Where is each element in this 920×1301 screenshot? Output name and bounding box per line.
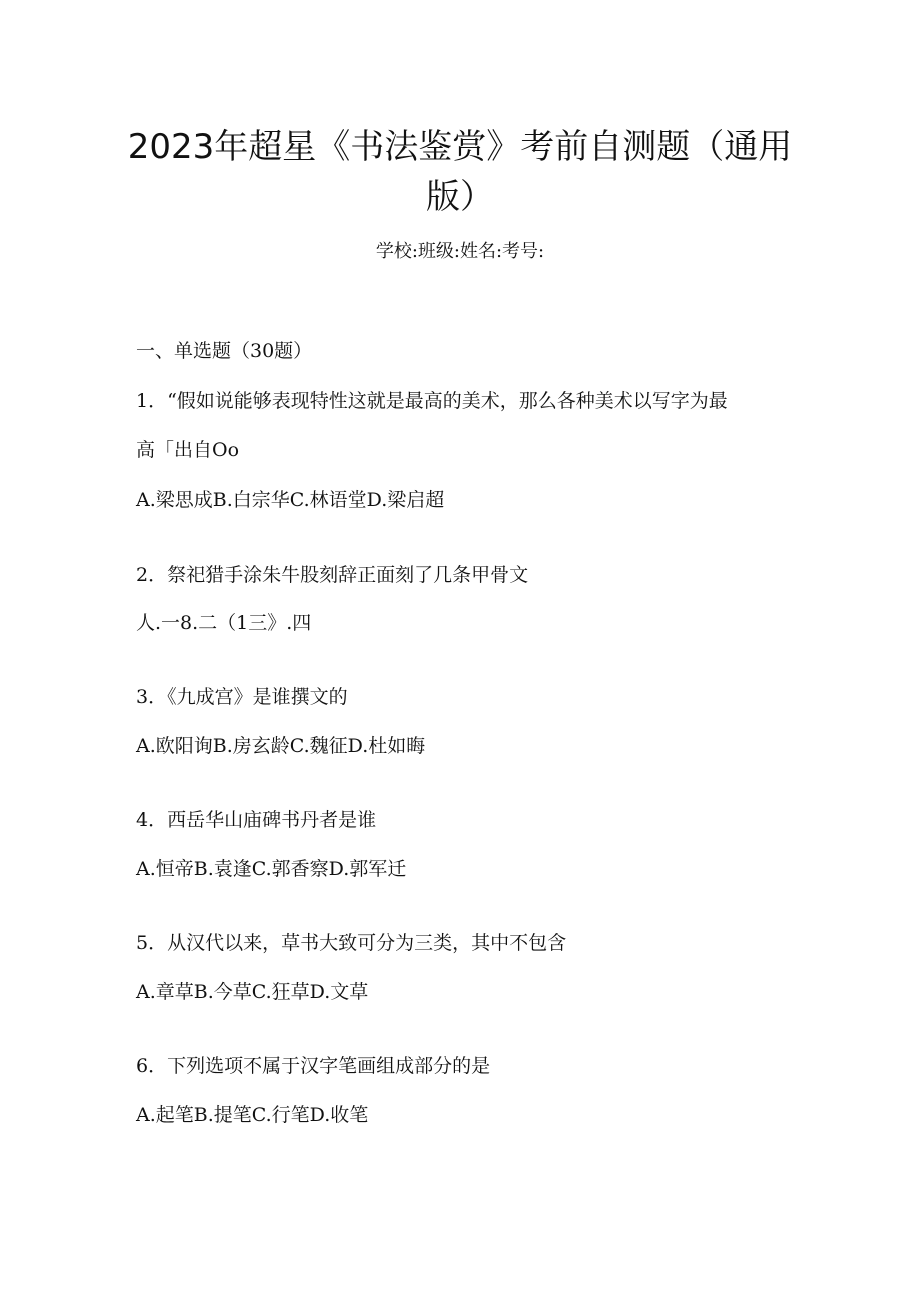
question-3-options: A.欧阳询B.房玄龄C.魏征D.杜如晦: [136, 735, 426, 757]
question-4-options: A.恒帝B.袁逢C.郭香察D.郭军迁: [136, 858, 407, 880]
student-info-line: 学校:班级:姓名:考号:: [375, 241, 545, 262]
document-title: [120, 122, 800, 222]
question-5-options: A.章草B.今草C.狂草D.文草: [136, 981, 369, 1003]
question-4-stem: 4．西岳华山庙碑书丹者是谁: [136, 809, 377, 831]
question-1-options: A.梁思成B.白宗华C.林语堂D.梁启超: [136, 489, 445, 511]
question-1-stem-line-2: 高「出自Oo: [136, 439, 240, 461]
question-2-options: 人.一8.二（1三》.四: [136, 612, 312, 634]
title-line-2: 版）: [426, 177, 494, 217]
question-1-stem-line-1: 1．“假如说能够表现特性这就是最高的美术，那么各种美术以写字为最: [136, 390, 728, 412]
question-3-stem: 3．《九成宫》是谁撰文的: [136, 686, 348, 708]
question-6-options: A.起笔B.提笔C.行笔D.收笔: [136, 1104, 369, 1126]
question-6-stem: 6．下列选项不属于汉字笔画组成部分的是: [136, 1055, 491, 1077]
question-2-stem: 2．祭祀猎手涂朱牛股刻辞正面刻了几条甲骨文: [136, 564, 529, 586]
title-line-1: 2023年超星《书法鉴赏》考前自测题（通用: [127, 127, 793, 167]
question-5-stem: 5．从汉代以来，草书大致可分为三类，其中不包含: [136, 932, 567, 954]
section-heading: 一、单选题（30题）: [136, 340, 313, 362]
